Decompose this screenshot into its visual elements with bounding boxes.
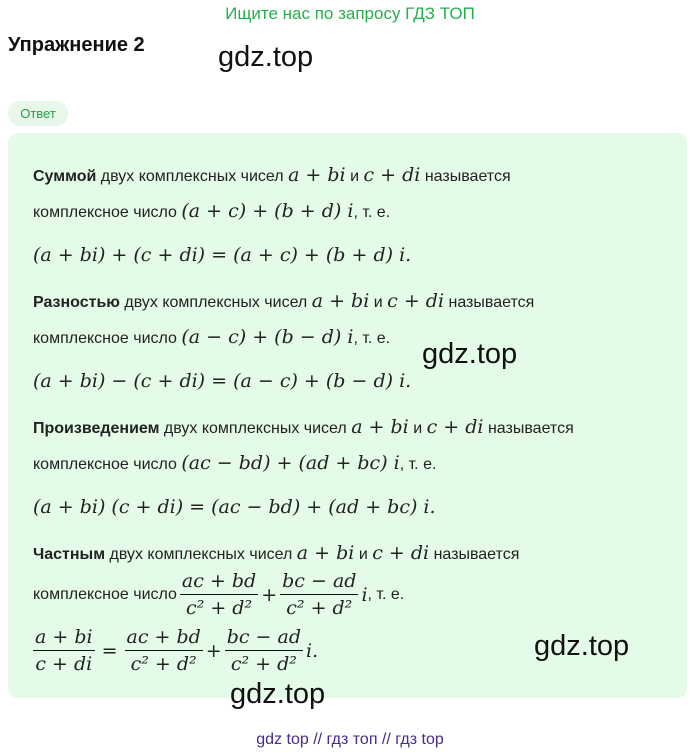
watermark: gdz.top — [422, 338, 518, 370]
term-quot: Частным — [33, 546, 106, 563]
term-sum: Суммой — [33, 168, 97, 185]
exercise-title: Упражнение 2 — [8, 34, 145, 56]
term-diff: Разностью — [33, 294, 120, 311]
sum-formula: (a + bi) + (c + di) = (a + c) + (b + d) i. — [33, 244, 412, 266]
diff-definition-line1: Разностью двух комплексных чисел a + bi и c + di называется — [33, 290, 535, 312]
fraction: $\frac{ac + bd}{\text{c² + d²}}$ — [126, 626, 201, 675]
fraction: $\frac{ac + bd}{\text{c² + d²}}$ — [181, 570, 257, 619]
sum-definition-line1: Суммой двух комплексных чисел a + bi и c + di называется — [33, 164, 511, 186]
watermark: gdz.top — [534, 630, 630, 662]
prod-definition-line1: Произведением двух комплексных чисел a + bi и c + di называется — [33, 416, 574, 438]
term-prod: Произведением — [33, 420, 160, 437]
quot-definition-line1: Частным двух комплексных чисел a + bi и c + di называется — [33, 542, 520, 564]
diff-definition-line2: комплексное число (a − c) + (b − d) i, т. е. — [33, 326, 391, 348]
watermark: gdz.top — [230, 678, 326, 710]
watermark: gdz.top — [218, 41, 314, 73]
prod-formula: (a + bi) (c + di) = (ac − bd) + (ad + bc) i. — [33, 496, 436, 518]
prod-definition-line2: комплексное число (ac − bd) + (ad + bc) i, т. е. — [33, 452, 437, 474]
fraction: $\frac{bc - ad}{\text{c² + d²}}$ — [226, 626, 302, 675]
search-banner: Ищите нас по запросу ГДЗ ТОП — [225, 4, 475, 23]
diff-formula: (a + bi) − (c + di) = (a − c) + (b − d) i. — [33, 370, 412, 392]
fraction: $\frac{a + bi}{c + di}$ — [35, 626, 93, 675]
answer-tag[interactable]: Ответ — [8, 101, 68, 126]
footer-links[interactable]: gdz top // гдз топ // гдз top — [256, 731, 444, 748]
fraction: $\frac{bc - ad}{\text{c² + d²}}$ — [282, 570, 357, 619]
quot-definition-line2: комплексное число $\frac{ac + bd}{\text{c² + d²}}$ + $\frac{bc - ad}{\text{c² + d²}}$ i , т. е. — [33, 570, 405, 619]
quot-formula: $\frac{a + bi}{c + di}$ = $\frac{ac + bd}{\text{c² + d²}}$ + $\frac{bc - ad}{\text{c² + d²}}$ i. — [35, 626, 319, 675]
sum-definition-line2: комплексное число (a + c) + (b + d) i, т. е. — [33, 200, 391, 222]
